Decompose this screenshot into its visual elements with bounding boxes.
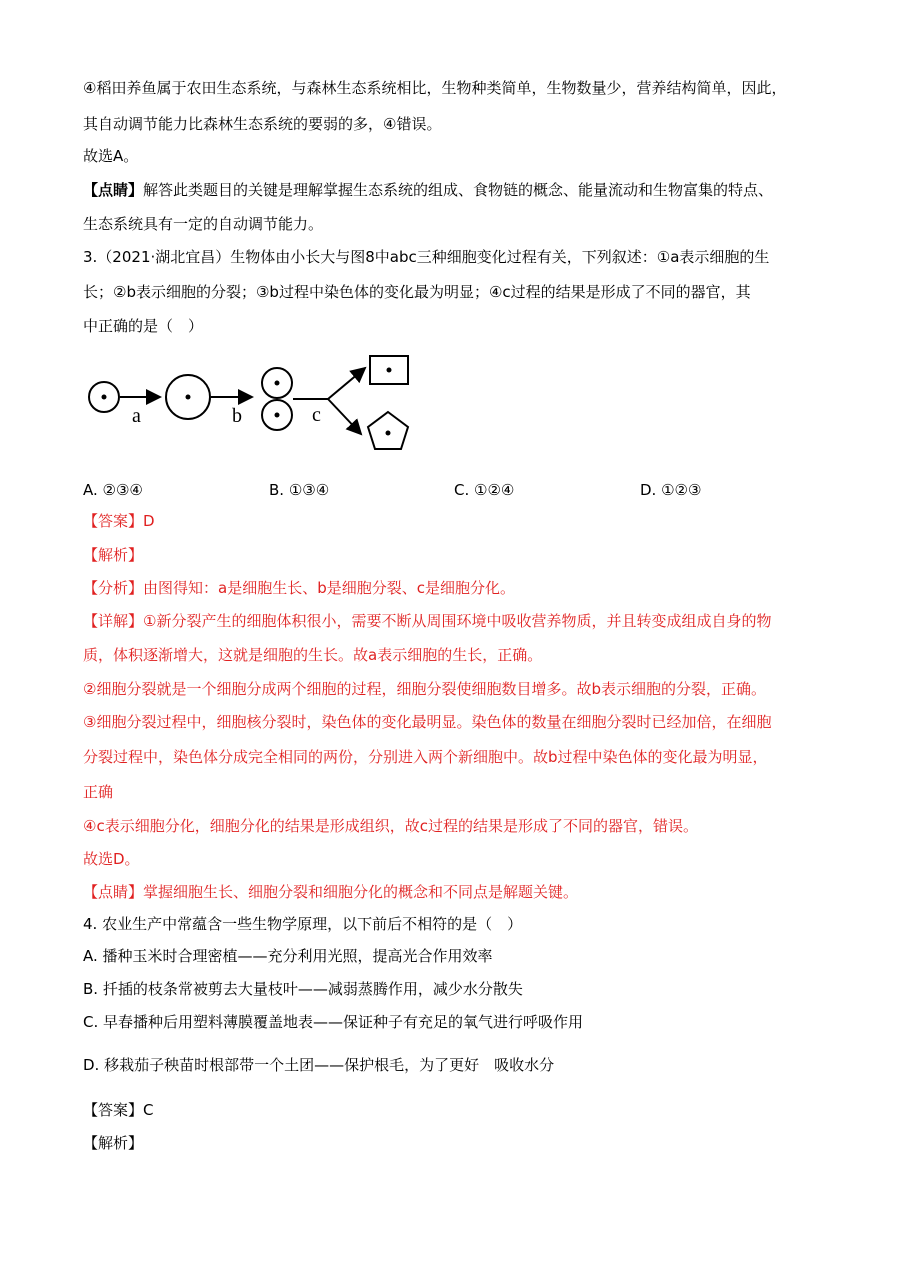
grown-cell (166, 375, 210, 419)
xiangjie-line: 质，体积逐渐增大，这就是细胞的生长。故a表示细胞的生长，正确。 (83, 646, 543, 664)
dianjing-line: 【点睛】掌握细胞生长、细胞分裂和细胞分化的概念和不同点是解题关键。 (83, 883, 579, 901)
q4-option-c: C. 早春播种后用塑料薄膜覆盖地表——保证种子有充足的氧气进行呼吸作用 (83, 1013, 584, 1031)
cell-process-figure (80, 350, 420, 460)
answer-line: 【答案】C (83, 1101, 154, 1119)
small-cell (89, 382, 119, 412)
dianjing-line (83, 180, 773, 200)
q3-stem-line: 长；②b表示细胞的分裂；③b过程中染色体的变化最为明显；④c过程的结果是形成了不同的器官，其 (83, 283, 751, 301)
option-a: A. ②③④ (83, 481, 143, 499)
choose-line: 故选D。 (83, 850, 140, 868)
option-c: C. ①②④ (454, 481, 515, 499)
paragraph-line: ④稻田养鱼属于农田生态系统，与森林生态系统相比，生物种类简单，生物数量少，营养结构简单，因此， (83, 79, 787, 97)
q4-stem: 4. 农业生产中常蕴含一些生物学原理，以下前后不相符的是（ ） (83, 915, 523, 933)
q4-option-d: D. 移栽茄子秧苗时根部带一个土团——保护根毛，为了更好 吸收水分 (83, 1056, 555, 1074)
option-d: D. ①②③ (640, 481, 702, 499)
q4-option-a: A. 播种玉米时合理密植——充分利用光照，提高光合作用效率 (83, 947, 493, 965)
arrow-c-down (328, 399, 361, 434)
label-b: b (232, 405, 242, 427)
divided-cells (262, 368, 292, 430)
choose-line: 故选A。 (83, 147, 139, 165)
square-cell (370, 356, 408, 384)
xiangjie-line: ④c表示细胞分化，细胞分化的结果是形成组织，故c过程的结果是形成了不同的器官，错误。 (83, 817, 698, 835)
arrow-c-up (328, 368, 365, 399)
xiangjie-line: 分裂过程中，染色体分成完全相同的两份，分别进入两个新细胞中。故b过程中染色体的变化最为明显， (83, 748, 768, 766)
xiangjie-line: 【详解】①新分裂产生的细胞体积很小，需要不断从周围环境中吸收营养物质，并且转变成组成自身的物 (83, 612, 772, 630)
xiangjie-line: 正确 (83, 783, 114, 801)
paragraph-line: 其自动调节能力比森林生态系统的要弱的多，④错误。 (83, 115, 442, 133)
label-a: a (132, 405, 141, 427)
dianjing-text: 解答此类题目的关键是理解掌握生态系统的组成、食物链的概念、能量流动和生物富集的特点、 (143, 181, 774, 199)
dianjing-tag: 【点睛】 (83, 181, 144, 199)
fenxi-line: 【分析】由图得知：a是细胞生长、b是细胞分裂、c是细胞分化。 (83, 579, 515, 597)
analysis-heading: 【解析】 (83, 546, 144, 564)
q3-stem-line: 中正确的是（ ） (83, 317, 204, 335)
q3-stem-line: 3.（2021·湖北宜昌）生物体由小长大与图8中abc三种细胞变化过程有关，下列叙述：①a表示细胞的生 (83, 248, 770, 266)
dianjing-line: 生态系统具有一定的自动调节能力。 (83, 215, 324, 233)
q4-option-b: B. 扦插的枝条常被剪去大量枝叶——减弱蒸腾作用，减少水分散失 (83, 980, 523, 998)
analysis-heading: 【解析】 (83, 1134, 144, 1152)
answer-line: 【答案】D (83, 512, 155, 530)
xiangjie-line: ②细胞分裂就是一个细胞分成两个细胞的过程，细胞分裂使细胞数目增多。故b表示细胞的分裂，正确。 (83, 680, 766, 698)
label-c: c (312, 404, 321, 426)
option-b: B. ①③④ (269, 481, 330, 499)
xiangjie-line: ③细胞分裂过程中，细胞核分裂时，染色体的变化最明显。染色体的数量在细胞分裂时已经加倍，在细胞 (83, 713, 772, 731)
pentagon-cell (368, 412, 408, 449)
